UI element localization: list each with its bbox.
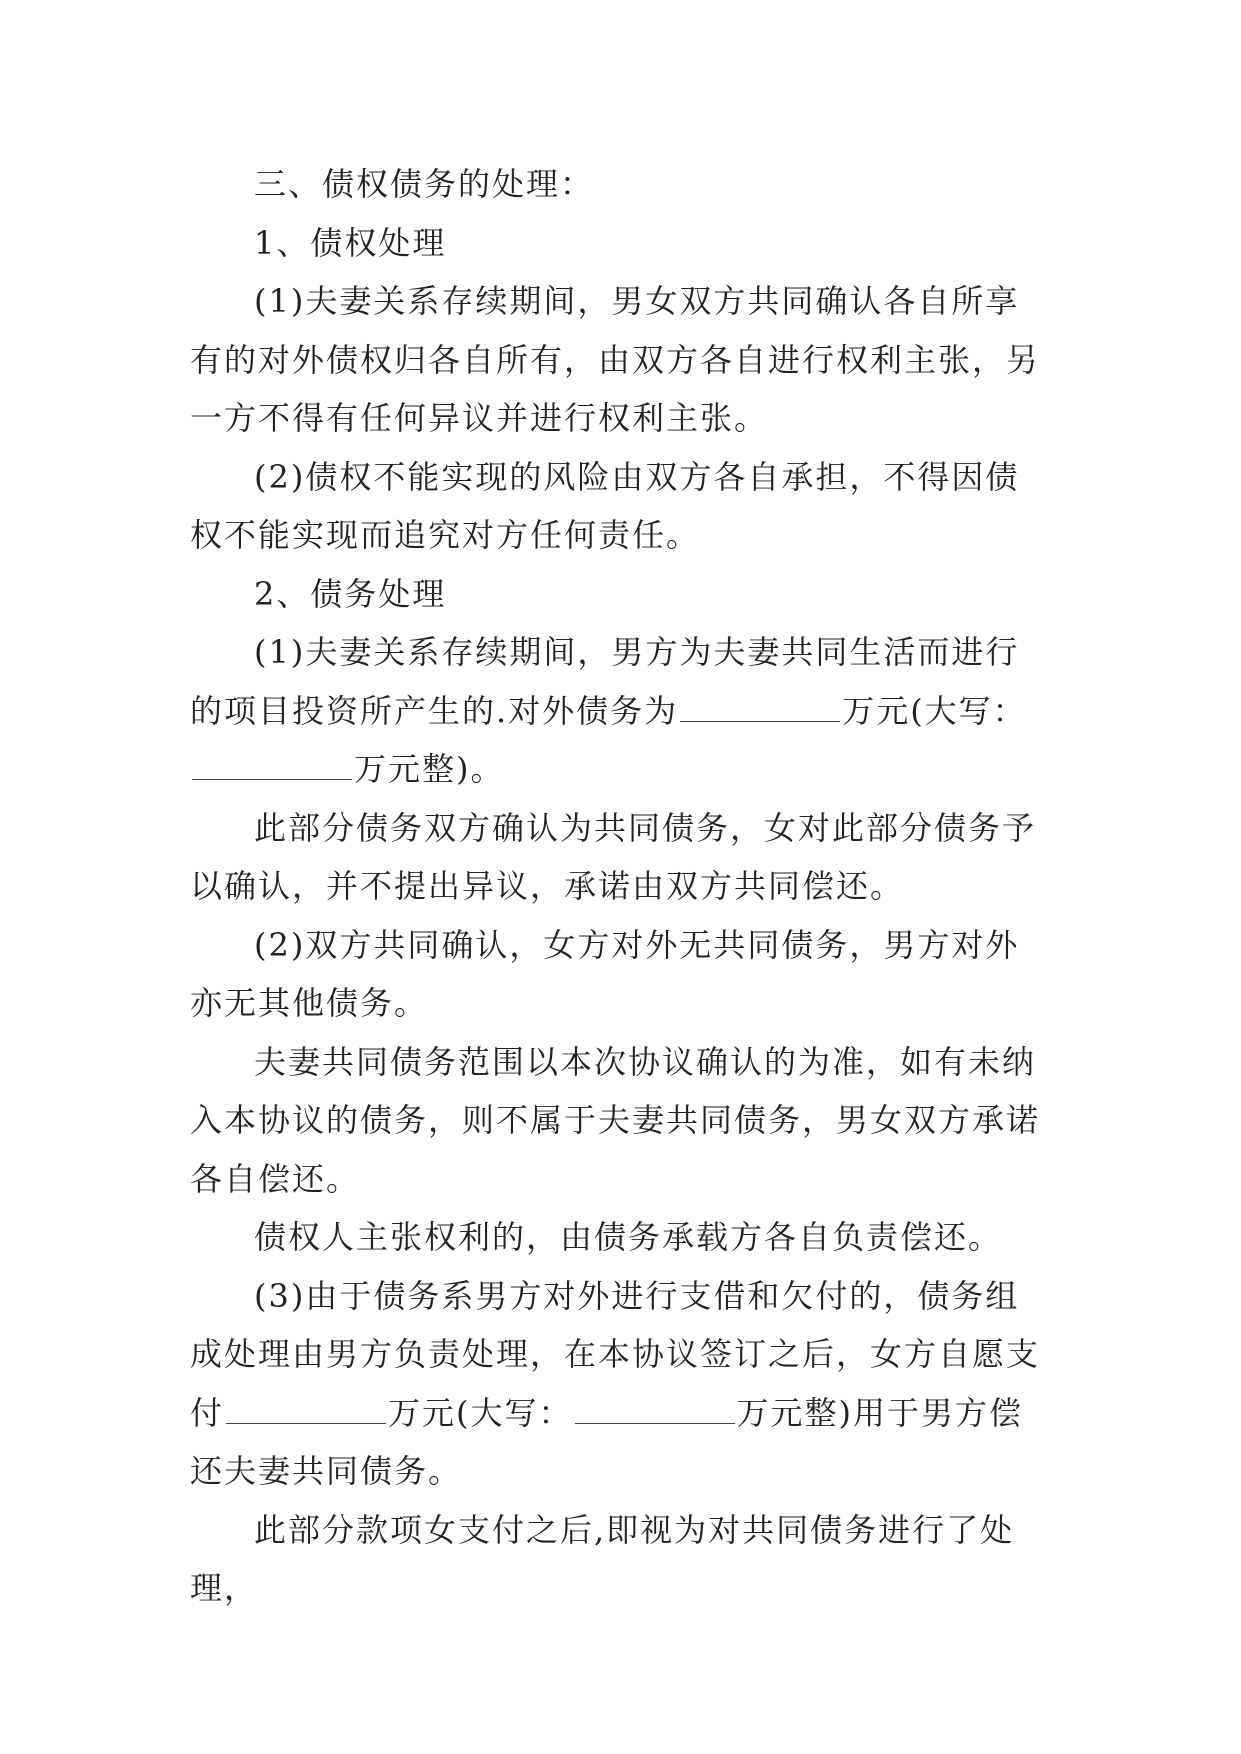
paragraph-debts-1-text-b: 万元(大写： [842, 691, 1027, 730]
blank-amount-words-field[interactable] [192, 749, 352, 780]
subsection-title-debts: 2、债务处理 [254, 574, 447, 613]
paragraph-debts-3-text-c: 万元整)用于男方偿还夫妻共同债务。 [190, 1393, 1024, 1490]
paragraph-debts-1-text-c: 万元整)。 [354, 750, 505, 788]
paragraph-payment-settlement: 此部分款项女支付之后,即视为对共同债务进行了处理， [190, 1510, 1015, 1607]
document-body [190, 155, 1052, 1618]
paragraph-debts-3-text-a: (3)由于债务系男方对外进行支借和欠付的，债务组成处理由男方负责处理，在本协议签订之后，女方自愿支付 [190, 1276, 1041, 1432]
blank-payment-amount-words-field[interactable] [575, 1393, 735, 1424]
paragraph-debts-3-text-b: 万元(大写： [388, 1393, 573, 1432]
paragraph-debts-1 [190, 623, 1052, 799]
paragraph-creditor-rights-1: (1)夫妻关系存续期间，男女双方共同确认各自所享有的对外债权归各自所有，由双方各自进行权利主张，另一方不得有任何异议并进行权利主张。 [190, 282, 1041, 437]
paragraph-debts-3 [190, 1267, 1052, 1501]
paragraph-debts-1-text-a: (1)夫妻关系存续期间，男方为夫妻共同生活而进行的项目投资所产生的.对外债务为 [190, 633, 1020, 730]
paragraph-joint-debt-scope: 夫妻共同债务范围以本次协议确认的为准，如有未纳入本协议的债务，则不属于夫妻共同债务，男女双方承诺各自偿还。 [190, 1042, 1041, 1198]
subsection-title-creditor-rights: 1、债权处理 [254, 223, 447, 262]
blank-amount-field[interactable] [680, 691, 840, 722]
blank-payment-amount-field[interactable] [226, 1393, 386, 1424]
paragraph-creditor-claims: 债权人主张权利的，由债务承载方各自负责偿还。 [254, 1218, 1003, 1256]
paragraph-debts-2: (2)双方共同确认，女方对外无共同债务，男方对外亦无其他债务。 [190, 925, 1020, 1022]
section-heading: 三、债权债务的处理： [254, 165, 595, 203]
paragraph-creditor-rights-2: (2)债权不能实现的风险由双方各自承担，不得因债权不能实现而追究对方任何责任。 [190, 457, 1020, 554]
paragraph-joint-debt-confirmation: 此部分债务双方确认为共同债务，女对此部分债务予以确认，并不提出异议，承诺由双方共同偿还。 [190, 808, 1037, 905]
